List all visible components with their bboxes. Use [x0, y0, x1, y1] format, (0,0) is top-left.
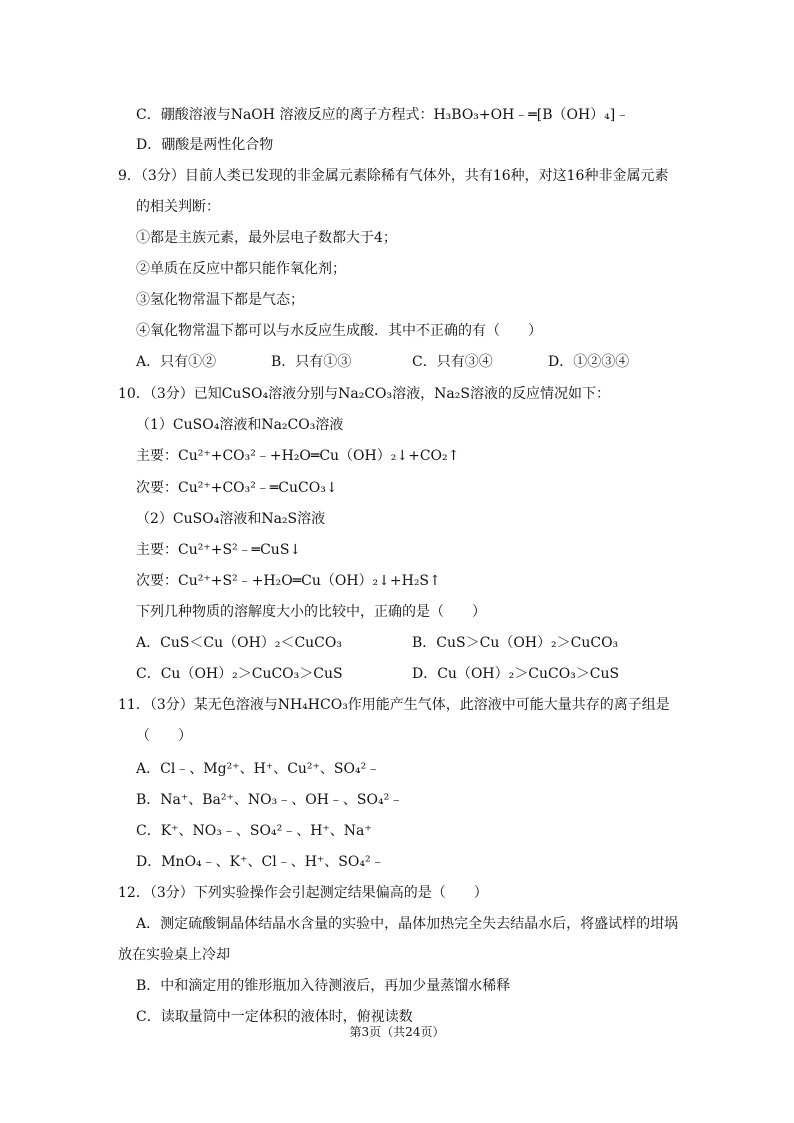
- q10-case-2-minor: 次要：Cu²⁺+S²﹣+H₂O═Cu（OH）₂↓+H₂S↑: [136, 573, 441, 589]
- option-8d: D．硼酸是两性化合物: [136, 137, 274, 153]
- q11-option-c: C．K⁺、NO₃﹣、SO₄²﹣、H⁺、Na⁺: [136, 823, 372, 839]
- question-11-blank: （ ）: [136, 728, 192, 744]
- question-9-stem: 9．（3分）目前人类已发现的非金属元素除稀有气体外，共有16种，对这16种非金属元素: [118, 168, 669, 184]
- q10-case-2: （2）CuSO₄溶液和Na₂S溶液: [136, 511, 326, 527]
- q11-option-a: A．Cl﹣、Mg²⁺、H⁺、Cu²⁺、SO₄²﹣: [136, 761, 381, 777]
- q10-case-2-main: 主要：Cu²⁺+S²﹣═CuS↓: [136, 542, 302, 558]
- q9-statement-2: ②单质在反应中都只能作氧化剂；: [136, 261, 346, 277]
- q12-option-a: A．测定硫酸铜晶体结晶水含量的实验中，晶体加热完全失去结晶水后，将盛试样的坩埚: [136, 916, 679, 932]
- question-12-stem: 12．（3分）下列实验操作会引起测定结果偏高的是（ ）: [118, 885, 488, 901]
- option-9c-prev: C．硼酸溶液与NaOH 溶液反应的离子方程式：H₃BO₃+OH﹣═[B（OH）₄]﹣: [136, 107, 630, 123]
- page-footer: 第3页（共24页）: [349, 1025, 445, 1039]
- q9-option-d: D．①②③④: [548, 354, 630, 370]
- q9-statement-4: ④氧化物常温下都可以与水反应生成酸．其中不正确的有（ ）: [136, 323, 542, 339]
- q10-option-a: A．CuS＜Cu（OH）₂＜CuCO₃: [136, 635, 342, 651]
- question-11-stem: 11．（3分）某无色溶液与NH₄HCO₃作用能产生气体，此溶液中可能大量共存的离子组是: [118, 697, 670, 713]
- q11-option-d: D．MnO₄﹣、K⁺、Cl﹣、H⁺、SO₄²﹣: [136, 854, 385, 870]
- q12-option-a-cont: 放在实验桌上冷却: [118, 947, 230, 963]
- q9-statement-1: ①都是主族元素，最外层电子数都大于4；: [136, 230, 397, 246]
- q12-option-b: B．中和滴定用的锥形瓶加入待测液后，再加少量蒸馏水稀释: [136, 978, 511, 994]
- q10-case-1-minor: 次要：Cu²⁺+CO₃²﹣═CuCO₃↓: [136, 480, 338, 496]
- q10-case-1: （1）CuSO₄溶液和Na₂CO₃溶液: [136, 417, 344, 433]
- q11-option-b: B．Na⁺、Ba²⁺、NO₃﹣、OH﹣、SO₄²﹣: [136, 792, 404, 808]
- q10-option-d: D．Cu（OH）₂＞CuCO₃＞CuS: [412, 666, 620, 682]
- q10-question: 下列几种物质的溶解度大小的比较中，正确的是（ ）: [136, 604, 486, 620]
- q10-option-b: B．CuS＞Cu（OH）₂＞CuCO₃: [412, 635, 619, 651]
- q9-option-c: C．只有③④: [412, 354, 493, 370]
- q9-option-b: B．只有①③: [271, 354, 352, 370]
- question-10-stem: 10．（3分）已知CuSO₄溶液分别与Na₂CO₃溶液，Na₂S溶液的反应情况如下：: [118, 386, 610, 402]
- question-9-stem-cont: 的相关判断：: [136, 199, 220, 215]
- q9-statement-3: ③氢化物常温下都是气态；: [136, 292, 304, 308]
- q10-case-1-main: 主要：Cu²⁺+CO₃²﹣+H₂O═Cu（OH）₂↓+CO₂↑: [136, 448, 460, 464]
- q9-option-a: A．只有①②: [136, 354, 217, 370]
- q12-option-c: C．读取量筒中一定体积的液体时，俯视读数: [136, 1009, 413, 1025]
- q10-option-c: C．Cu（OH）₂＞CuCO₃＞CuS: [136, 666, 343, 682]
